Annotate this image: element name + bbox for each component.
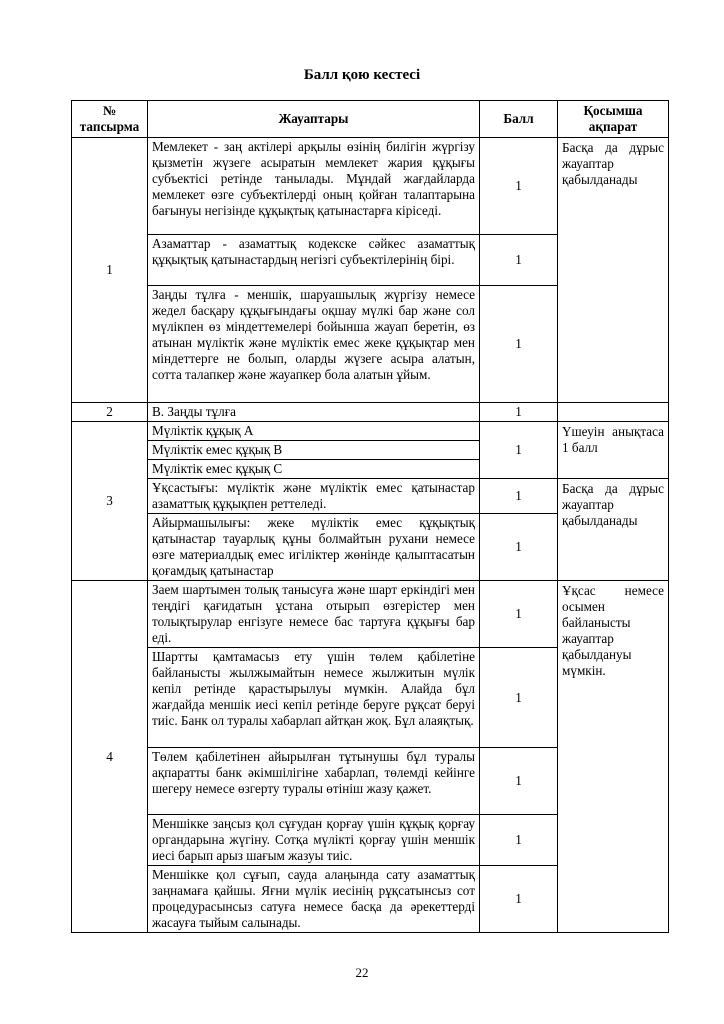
table-header-row <box>72 101 669 138</box>
answer-cell: Шартты қамтамасыз ету үшін төлем қабілетіне байланысты жылжымайтын немесе жылжитын мүлік кепіл ретінде қарастырылуы мүмкін. Алайда бұл жағдайда меншік иесі кепіл ретінде беруге рұқсат беруі тиіс. Банк ол туралы хабарлап айтқан жоқ. Бұл алаяқтық. <box>148 648 480 748</box>
answer-cell: Мемлекет - заң актілері арқылы өзінің билігін жүргізу қызметін жүзеге асыратын мемлекет жария құқығы субъектісі ретінде танылады. Мұндай жағдайларда мемлекет өзге субъектілерді оның қойған талаптарына бағынуы негізінде құқықтық қатынастарға кіріседі. <box>148 138 480 235</box>
score-cell: 1 <box>480 866 558 933</box>
header-extra-info: Қосымша ақпарат <box>558 101 669 138</box>
table-row <box>72 422 669 441</box>
extra-info-cell: Ұқсас немесе осымен байланысты жауаптар қабылдануы мүмкін. <box>558 581 669 933</box>
table-row <box>72 581 669 648</box>
table-row <box>72 138 669 235</box>
score-cell: 1 <box>480 748 558 815</box>
answer-cell: Меншікке қол сұғып, сауда алаңында сату азаматтық заңнамаға қайшы. Яғни мүлік иесінің рұқсатынсыз сот процедурасынсыз сатуға немесе басқа да әрекеттерді жасауға тыйым салынады. <box>148 866 480 933</box>
table-row <box>72 403 669 422</box>
task-number: 3 <box>72 422 148 581</box>
page-number: 22 <box>355 965 369 980</box>
header-task-number: № тапсырма <box>72 101 148 138</box>
score-cell: 1 <box>480 138 558 235</box>
score-cell: 1 <box>480 581 558 648</box>
table-row <box>72 479 669 514</box>
score-cell: 1 <box>480 403 558 422</box>
header-answers: Жауаптары <box>148 101 480 138</box>
score-cell: 1 <box>480 815 558 866</box>
extra-info-cell: Басқа да дұрыс жауаптар қабылданады <box>558 138 669 403</box>
answer-cell: Меншікке заңсыз қол сұғудан қорғау үшін құқық қорғау органдарына жүгіну. Сотқа мүлікті қорғау үшін меншік иесі барып арыз шағым жазуы тиіс. <box>148 815 480 866</box>
answer-cell: Айырмашылығы: жеке мүліктік емес құқықтық қатынастар тауарлық құны болмайтын рухани немесе өзге материалдық емес игіліктер жөнінде қалыптасатын қоғамдық қатынастар <box>148 514 480 581</box>
header-score: Балл <box>480 101 558 138</box>
answer-cell: Төлем қабілетінен айырылған тұтынушы бұл туралы ақпаратты банк әкімшілігіне хабарлап, төлемді кейінге шегеру немесе өзгерту туралы өтініш жазу қажет. <box>148 748 480 815</box>
extra-info-cell <box>558 403 669 422</box>
task-number: 4 <box>72 581 148 933</box>
extra-info-cell: Үшеуін анықтаса 1 балл <box>558 422 669 479</box>
task-number: 1 <box>72 138 148 403</box>
score-cell: 1 <box>480 648 558 748</box>
score-cell: 1 <box>480 286 558 403</box>
extra-info-cell: Басқа да дұрыс жауаптар қабылданады <box>558 479 669 581</box>
score-cell: 1 <box>480 479 558 514</box>
score-cell: 1 <box>480 422 558 479</box>
page-title: Балл қою кестесі <box>303 67 421 83</box>
answer-cell: Мүліктік емес құқық В <box>148 441 480 460</box>
answer-cell: Ұқсастығы: мүліктік және мүліктік емес қатынастар азаматтық құқықпен реттеледі. <box>148 479 480 514</box>
task-number: 2 <box>72 403 148 422</box>
scoring-table <box>71 100 669 933</box>
answer-cell: Азаматтар - азаматтық кодекске сәйкес азаматтық құқықтық қатынастардың негізгі субъектілерінің бірі. <box>148 235 480 286</box>
score-cell: 1 <box>480 514 558 581</box>
answer-cell: Мүліктік құқық А <box>148 422 480 441</box>
answer-cell: Заңды тұлға - меншік, шаруашылық жүргізу немесе жедел басқару құқығындағы оқшау мүлкі бар және сол мүлікпен өз міндеттемелері бойынша жауап беретін, өз атынан мүліктік және мүліктік емес жеке құқықтар мен міндеттерге не болып, оларды жүзеге асыра алатын, сотта талапкер және жауапкер бола алатын ұйым. <box>148 286 480 403</box>
answer-cell: Мүліктік емес құқық С <box>148 460 480 479</box>
answer-cell: Заем шартымен толық танысуға және шарт еркіндігі мен теңдігі қағидатын ұстана отырып өзгерістер мен толықтырулар енгізуге немесе бас тартуға құқығы бар еді. <box>148 581 480 648</box>
answer-cell: В. Заңды тұлға <box>148 403 480 422</box>
score-cell: 1 <box>480 235 558 286</box>
